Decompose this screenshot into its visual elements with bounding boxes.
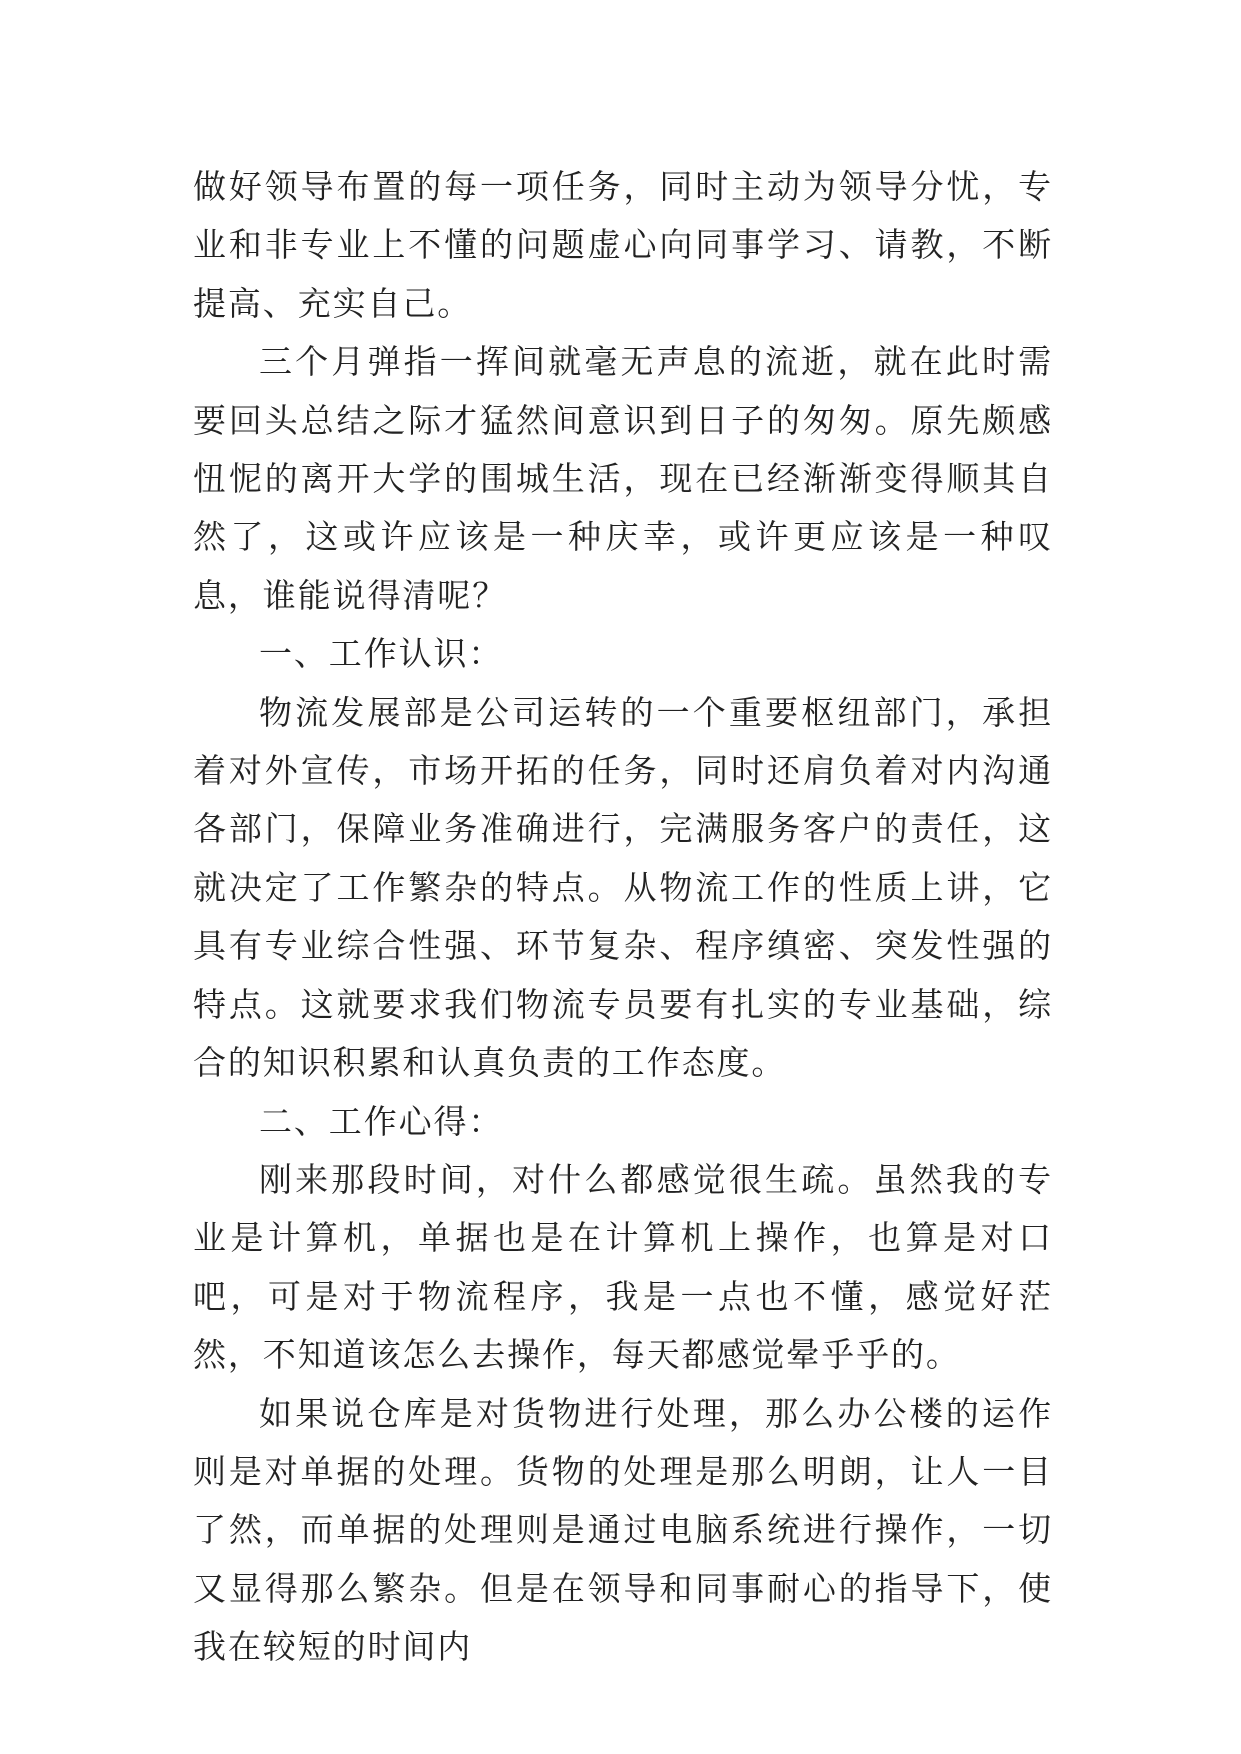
paragraph-document-processing: 如果说仓库是对货物进行处理，那么办公楼的运作则是对单据的处理。货物的处理是那么明朗，让人一目了然，而单据的处理则是通过电脑系统进行操作，一切又显得那么繁杂。但是在领导和同事耐心的指导下，使我在较短的时间内 (193, 1393, 1053, 1667)
document-body (193, 158, 1053, 1677)
section-heading-work-insights: 二、工作心得： (259, 1101, 504, 1141)
paragraph-continued-tasks: 做好领导布置的每一项任务，同时主动为领导分忧，专业和非专业上不懂的问题虚心向同事学习、请教，不断提高、充实自己。 (193, 167, 1053, 323)
paragraph-three-months-reflection: 三个月弹指一挥间就毫无声息的流逝，就在此时需要回头总结之际才猛然间意识到日子的匆匆。原先颇感忸怩的离开大学的围城生活，现在已经渐渐变得顺其自然了，这或许应该是一种庆幸，或许更应该是一种叹息，谁能说得清呢？ (193, 342, 1053, 615)
section-heading-work-understanding: 一、工作认识： (259, 634, 504, 674)
paragraph-early-days: 刚来那段时间，对什么都感觉很生疏。虽然我的专业是计算机，单据也是在计算机上操作，也算是对口吧，可是对于物流程序，我是一点也不懂，感觉好茫然，不知道该怎么去操作，每天都感觉晕乎乎的。 (193, 1159, 1053, 1375)
paragraph-logistics-department: 物流发展部是公司运转的一个重要枢纽部门，承担着对外宣传，市场开拓的任务，同时还肩负着对内沟通各部门，保障业务准确进行，完满服务客户的责任，这就决定了工作繁杂的特点。从物流工作的性质上讲，它具有专业综合性强、环节复杂、程序缜密、突发性强的特点。这就要求我们物流专员要有扎实的专业基础，综合的知识积累和认真负责的工作态度。 (193, 692, 1053, 1083)
